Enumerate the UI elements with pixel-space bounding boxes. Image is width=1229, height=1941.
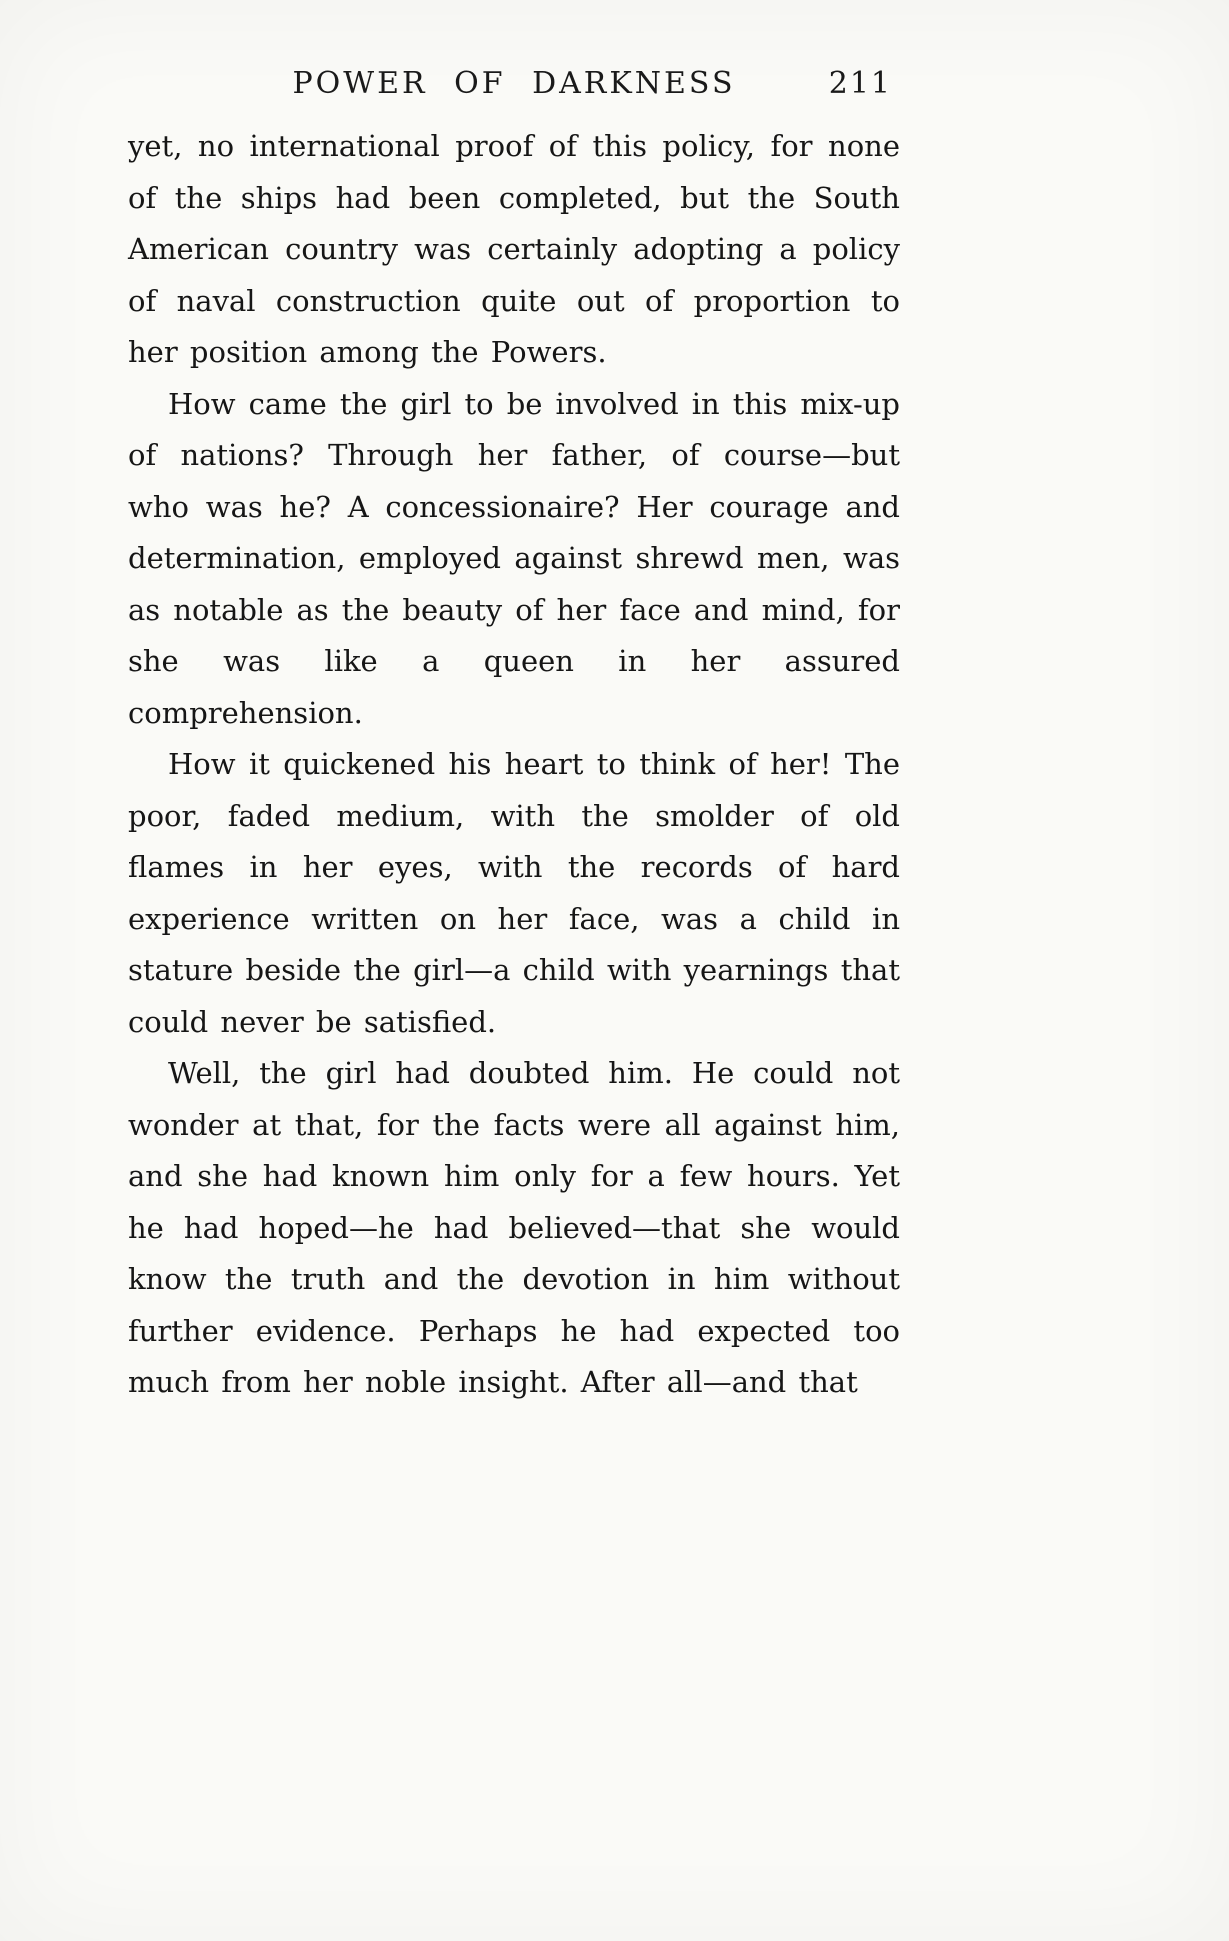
page-text bbox=[128, 121, 900, 1409]
paragraph: Well, the girl had doubted him. He could not wonder at that, for the facts were all against him, and she had known him only for a few hours. Yet he had hoped—he had believed—that she would know the truth and the devotion in him without further evidence. Perhaps he had expected too much from her noble insight. After all—and that bbox=[128, 1056, 900, 1399]
page-header bbox=[128, 66, 900, 110]
paragraph: yet, no international proof of this policy, for none of the ships had been completed, but the South American country was certainly adopting a policy of naval construction quite out of proportion to her position among the Powers. bbox=[128, 129, 900, 369]
page-title: POWER OF DARKNESS bbox=[292, 66, 736, 101]
paragraph: How came the girl to be involved in this mix-up of nations? Through her father, of course—but who was he? A concessionaire? Her courage and determination, employed against shrewd men, was as notable as the beauty of her face and mind, for she was like a queen in her assured comprehension. bbox=[128, 386, 900, 730]
paragraph: How it quickened his heart to think of her! The poor, faded medium, with the smolder of old flames in her eyes, with the records of hard experience written on her face, was a child in stature beside the girl—a child with yearnings that could never be satisfied. bbox=[128, 747, 900, 1039]
page-number: 211 bbox=[828, 66, 892, 101]
